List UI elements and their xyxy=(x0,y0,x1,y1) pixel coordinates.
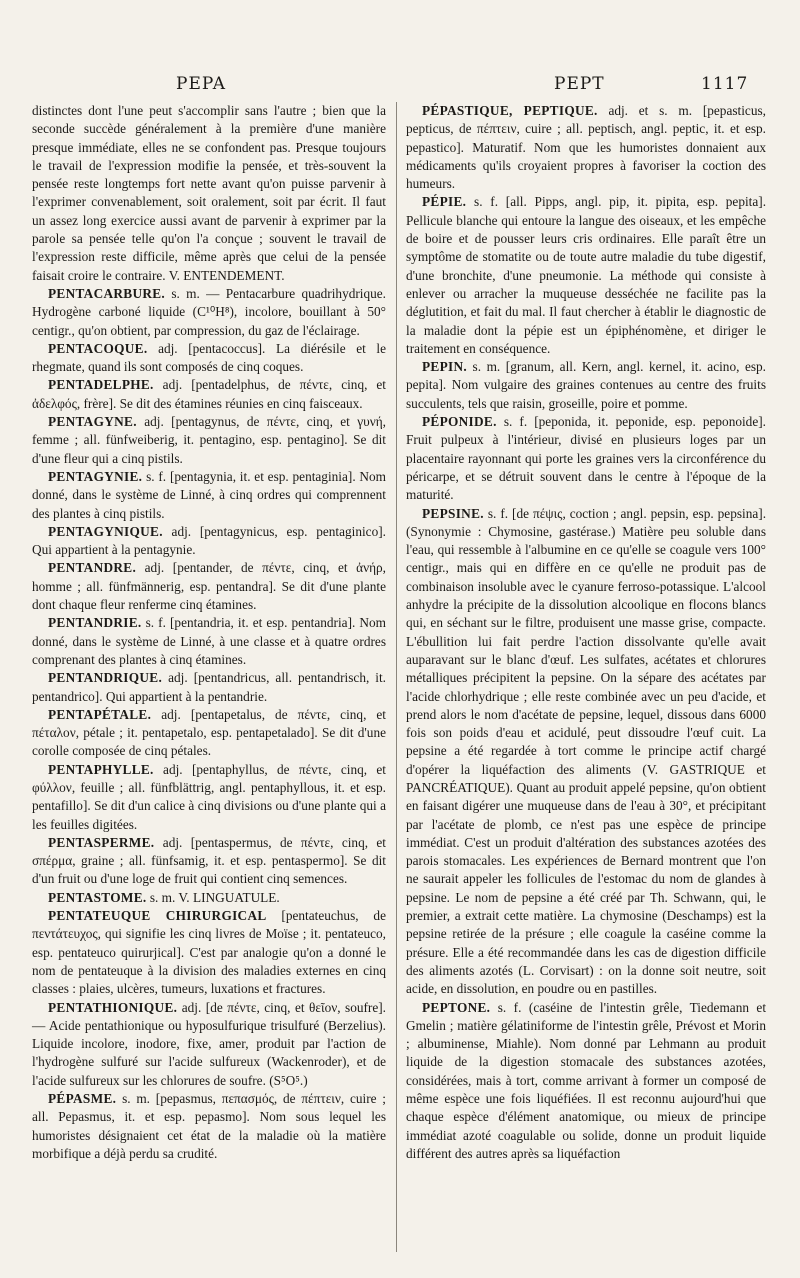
dictionary-entry xyxy=(32,413,386,468)
entry-grammar: s. m. xyxy=(472,359,501,375)
entry-headword: PENTANDRIE. xyxy=(48,615,142,631)
dictionary-entry xyxy=(406,505,766,999)
entry-grammar: s. m. xyxy=(171,285,200,301)
entry-definition: [pentadelphus, de πέντε, cinq, et ἀδελφός, frère]. Se dit des étamines réunies en cinq faisceaux. xyxy=(32,377,386,411)
entry-grammar: adj. xyxy=(181,999,202,1015)
entry-definition: [peponida, it. peponide, esp. peponoide]. Fruit pulpeux à l'intérieur, divisé en plusieurs loges par un placentaire rayonnant qui porte les graines vers la circonférence du péricarpe, et se détruit souvent dans le centre à l'époque de la maturité. xyxy=(406,414,766,503)
entry-grammar: adj. xyxy=(171,523,192,539)
dictionary-entry xyxy=(406,193,766,358)
entry-headword: PENTATEUQUE CHIRURGICAL xyxy=(48,908,267,924)
entry-definition: [pentandria, it. et esp. pentandria]. Nom donné, dans le système de Linné, à une classe et à quatre ordres comprenant des plantes à cinq étamines. xyxy=(32,615,386,667)
entry-grammar: adj. xyxy=(162,377,183,393)
entry-definition: — Pentacarbure quadrihydrique. Hydrogène carboné liquide (C¹⁰H⁸), incolore, bouillant à 50° centigr., qu'on obtient, par compression, du gaz de l'éclairage. xyxy=(32,285,387,338)
dictionary-entry xyxy=(406,358,766,413)
dictionary-entry xyxy=(406,413,766,504)
entry-definition: [granum, all. Kern, angl. kernel, it. acino, esp. pepita]. Nom vulgaire des graines contenues au centre des fruits succulents, tels que raisin, groseille, poire et pomme. xyxy=(406,359,766,411)
entry-headword: PENTANDRIQUE. xyxy=(48,670,163,686)
entry-grammar: s. f. xyxy=(474,194,499,210)
dictionary-entry xyxy=(32,999,386,1090)
entry-grammar: s. f. xyxy=(487,505,509,521)
entry-definition: [pepasticus, pepticus, de πέπτειν, cuire ; all. peptisch, angl. peptic, it. et esp. pepastico]. Maturatif. Nom que les humoristes donnaient aux médicaments qu'ils croyaient propres à favoriser la coction des humeurs. xyxy=(406,103,766,192)
dictionary-entry xyxy=(406,102,766,193)
entry-grammar: adj. xyxy=(162,834,183,850)
dictionary-entry xyxy=(32,102,386,285)
entry-grammar: adj. xyxy=(163,761,183,777)
entry-headword: PENTAGYNIQUE. xyxy=(48,523,163,539)
entry-headword: PEPSINE. xyxy=(422,505,484,521)
dictionary-entry xyxy=(32,907,386,998)
dictionary-entry xyxy=(32,706,386,761)
dictionary-entry xyxy=(32,889,386,907)
entry-headword: PENTAPÉTALE. xyxy=(48,706,152,722)
entry-definition: [pepasmus, πεπασμός, de πέπτειν, cuire ; all. Pepasmus, it. et esp. pepasmo]. Nom sous lequel les humoristes désignaient cet état de la maladie où la matière morbifique a déjà perdu sa crudité. xyxy=(32,1091,387,1161)
column-divider xyxy=(396,102,397,1252)
dictionary-entry xyxy=(32,761,386,834)
entry-headword: PENTASPERME. xyxy=(48,834,155,850)
entry-definition: [all. Pipps, angl. pip, it. pipita, esp. pepita]. Pellicule blanche qui entoure la langue des oiseaux, et les empêche de boire et de pousser leurs cris ordinaires. Elle paraît être un symptôme de stomatite ou de toute autre maladie du tube digestif, d'une bronchite, d'une pneumonie. La méthode qui consiste à enlever ou arracher la muqueuse desséchée ne facilite pas la déglutition, et fait du mal. Il faut chercher à établir le diagnostic de la maladie dont la pépie est un épiphénomène, et diriger le traitement en conséquence. xyxy=(406,194,767,356)
entry-headword: PENTASTOME. xyxy=(48,889,147,905)
entry-grammar: s. f. xyxy=(146,468,167,484)
entry-grammar: adj. xyxy=(158,340,178,356)
dictionary-entry xyxy=(32,834,386,889)
entry-definition: [pentaspermus, de πέντε, cinq, et σπέρμα, graine ; all. fünfsamig, it. et esp. pentaspermo]. Se dit d'un fruit ou d'une loge de fruit qui contient cinq semences. xyxy=(32,834,387,887)
entry-headword: PEPIN. xyxy=(422,359,468,375)
dictionary-entry xyxy=(32,1090,386,1163)
entry-definition: [pentagynicus, esp. pentaginico]. Qui appartient à la pentagynie. xyxy=(32,523,386,558)
entry-headword: PEPTONE. xyxy=(422,999,491,1015)
entry-grammar: adj. xyxy=(144,414,164,430)
dictionary-entry xyxy=(32,340,386,377)
page-number: 1117 xyxy=(701,74,749,94)
entry-headword: PENTACOQUE. xyxy=(48,340,148,356)
entry-headword: PENTAGYNIE. xyxy=(48,468,143,484)
page-header xyxy=(0,74,800,98)
dictionary-entry xyxy=(32,523,386,560)
running-head-right: PEPT xyxy=(554,74,605,94)
dictionary-entry xyxy=(32,285,386,340)
dictionary-entry xyxy=(32,468,386,523)
entry-definition: (caséine de l'intestin grêle, Tiedemann et Gmelin ; matière gélatiniforme de l'intestin grêle, Prévost et Morin ; albuminense, Miahle). Nom donné par Lehmann au produit liquide de la digestion stomacale des substances azotées, considérées, mais à tort, comme arrivant à former un composé de même espèce une fois liquéfiées. Il est reconnu aujourd'hui que chaque espèce d'élément anatomique, ou mieux de principe immédiat azoté coagulable ou solide, donne un produit liquide différent des autres après sa liquéfaction xyxy=(406,999,767,1161)
dictionary-entry xyxy=(406,999,766,1164)
entry-grammar: s. f. xyxy=(145,615,166,631)
right-column xyxy=(406,102,766,1163)
entry-definition: [pentateuchus, de πεντάτευχος, qui signifie les cinq livres de Moïse ; it. pentateuco, esp. pentateuco quirurjical]. C'est par analogie qu'on a donné le nom de pentateuque à la division des maladies externes en cinq classes : plaies, ulcères, tumeurs, luxations et fractures. xyxy=(32,908,386,997)
dictionary-entry xyxy=(32,376,386,413)
entry-definition: [pentandricus, all. pentandrisch, it. pentandrico]. Qui appartient à la pentandrie. xyxy=(32,670,387,704)
entry-definition: distinctes dont l'une peut s'accomplir sans l'autre ; bien que la seconde succède généralement à la première d'une manière presque immédiate, elles ne se confondent pas. Presque toujours le travail de l'expression modifie la pensée, et très-souvent la pensée reste longtemps fort nette avant qu'on puisse parvenir à l'exprimer convenablement, soit oralement, soit par écrit. Il faut un assez long exercice aussi avant de parvenir à exprimer par la parole sa pensée telle qu'on l'a conçue ; souvent le travail de l'expression reste difficile, même après que celui de la pensée faisait croire le contraire. V. ENTENDEMENT. xyxy=(32,103,386,283)
entry-grammar: s. f. xyxy=(497,999,522,1015)
entry-headword: PENTATHIONIQUE. xyxy=(48,999,178,1015)
entry-headword: PÉPIE. xyxy=(422,194,467,210)
entry-headword: PÉPASME. xyxy=(48,1091,117,1107)
entry-definition: [pentagynia, it. et esp. pentaginia]. Nom donné, dans le système de Linné, à cinq ordres qui comprennent des plantes à cinq pistils. xyxy=(32,468,387,521)
dictionary-entry xyxy=(32,614,386,669)
entry-grammar: adj. xyxy=(144,560,165,576)
entry-headword: PENTANDRE. xyxy=(48,560,137,576)
entry-headword: PÉPONIDE. xyxy=(422,414,497,430)
running-head-left: PEPA xyxy=(176,74,227,94)
dictionary-entry xyxy=(32,669,386,706)
entry-headword: PENTADELPHE. xyxy=(48,377,154,393)
entry-grammar: s. f. xyxy=(503,414,528,430)
left-column xyxy=(32,102,386,1163)
dictionary-entry xyxy=(32,559,386,614)
entry-definition: [pentacoccus]. La diérésile et le rhegmate, quand ils sont composés de cinq coques. xyxy=(32,340,386,375)
entry-headword: PENTAGYNE. xyxy=(48,414,137,430)
entry-grammar: s. m. xyxy=(122,1091,150,1107)
entry-definition: V. LINGUATULE. xyxy=(178,889,280,905)
entry-headword: PENTACARBURE. xyxy=(48,285,166,301)
entry-definition: [pentagynus, de πέντε, cinq, et γυνή, femme ; all. fünfweiberig, it. pentagino, esp. pentagino]. Se dit d'une fleur qui a cinq pistils. xyxy=(32,414,386,466)
entry-grammar: adj. xyxy=(161,706,181,722)
entry-definition: [de πέντε, cinq, et θεῖον, soufre]. — Acide pentathionique ou hyposulfurique trisulfuré (Berzelius). Liquide incolore, inodore, fixe, amer, produit par l'action de l'hydrogène sulfuré sur l'acide sulfureux (Wackenroder), et de l'acide sulfureux sur les chlorures de soufre. (S⁵O⁵.) xyxy=(32,999,387,1088)
entry-headword: PÉPASTIQUE, PEPTIQUE. xyxy=(422,103,598,118)
entry-definition: [pentaphyllus, de πέντε, cinq, et φύλλον, feuille ; all. fünfblättrig, angl. pentaphyllous, it. et esp. pentafillo]. Se dit d'un calice à cinq divisions ou d'une plante qui a les feuilles digitées. xyxy=(32,761,387,832)
entry-definition: [pentander, de πέντε, cinq, et ἀνήρ, homme ; all. fünfmännerig, esp. pentandra]. Se dit d'une plante dont chaque fleur renferme cinq étamines. xyxy=(32,560,387,613)
entry-grammar: adj. xyxy=(168,670,188,686)
entry-definition: [de πέψις, coction ; angl. pepsin, esp. pepsina]. (Synonymie : Chymosine, gastérase.) Matière peu soluble dans l'eau, qui ressemble à l'albumine en ce qu'elle se coagule vers 100° centigr., mais qui en diffère en ce qu'elle ne produit pas de combinaison insoluble avec le cyanure ferroso-potassique. L'alcool anhydre la précipite de la dissolution alcoolique en flocons blancs qui, en séchant sur le filtre, produisent une masse grise, compacte. L'ébullition lui fait perdre l'action dissolvante qu'elle avait auparavant sur le blanc d'œuf. Les sulfates, acétates et chlorures métalliques précipitent la pepsine. On la sépare des acétates par l'acide chlorhydrique ; elle reste combinée avec un peu d'acide, et prend alors le nom d'acétate de pepsine, lequel, dissous dans 6000 fois son poids d'eau et acidulé, peut dissoudre l'œuf cuit. La pepsine a été regardée à tort comme le principe actif chargé d'opérer la liquéfaction des aliments (V. GASTRIQUE et PANCRÉATIQUE). Quant au produit appelé pepsine, qu'on obtient en faisant digérer une muqueuse dans de l'eau à 30°, et précipitant par l'acétate de plomb, ce n'est pas une espèce de principe immédiat. C'est un produit d'altération des substances azotées des parois stomacales. Les expériences de Bernard montrent que l'on ne saurait appeler les follicules de l'estomac du nom de glandes à pepsine. Le nom de pepsine a été créé par Th. Schwann, qui, le premier, a extrait cette matière. La chymosine (Deschamps) est la pepsine retirée de la présure ; elle coagule la caséine comme la présure. Elle a été recommandée dans les cas de digestion difficile des aliments azotés (L. Corvisart) : on la donne soit neutre, soit acide, en dissolution, en poudre ou en pastilles. xyxy=(406,505,767,997)
entry-headword: PENTAPHYLLE. xyxy=(48,761,154,777)
entry-grammar: adj. et s. m. xyxy=(608,103,693,118)
entry-definition: [pentapetalus, de πέντε, cinq, et πέταλον, pétale ; it. pentapetalo, esp. pentapetalado]. Se dit d'une corolle composée de cinq pétales. xyxy=(32,706,386,759)
entry-grammar: s. m. xyxy=(149,889,176,905)
